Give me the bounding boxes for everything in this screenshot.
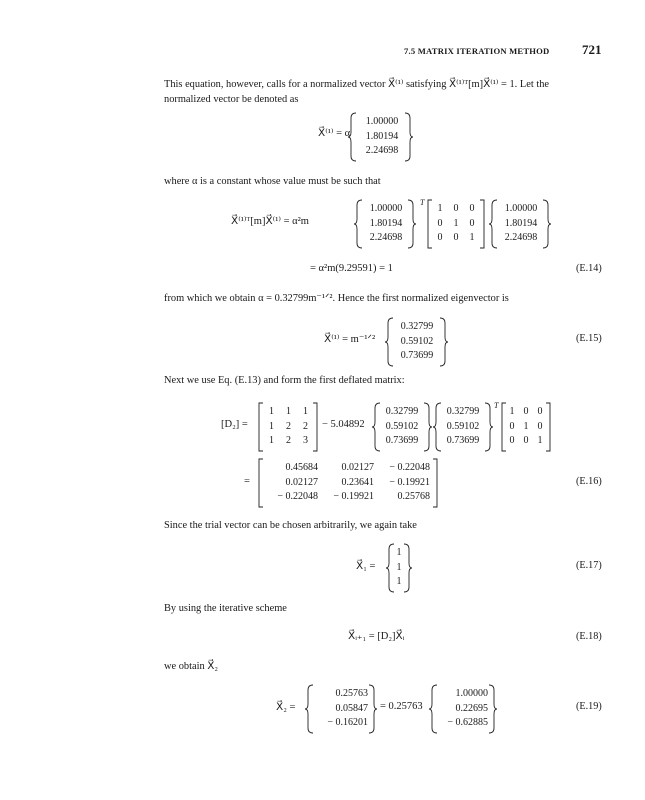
vector-entry: − 0.16201 [327,717,368,729]
equation-e16-lhs: [D₂] = [221,419,248,430]
right-brace [440,317,450,367]
right-brace [408,199,418,249]
equation-number-e15: (E.15) [576,333,602,344]
matrix-cell: − 0.22048 [277,491,318,503]
equation-e15-lhs: X⃗⁽¹⁾ = m⁻¹ᐟ² [324,334,376,345]
matrix-cell: 0 [469,203,475,214]
vector-entry: 2.24698 [504,232,538,244]
vector-entry: 2.24698 [369,232,403,244]
matrix-cell: 1 [523,420,529,432]
matrix-cell: 1 [269,435,274,447]
equation-alpha-vector [360,115,404,159]
vector-entry: 1.00000 [455,688,488,699]
running-header-section: 7.5 MATRIX ITERATION METHOD [404,46,550,56]
vector-entry: 0.59102 [400,335,434,347]
matrix-cell: − 0.19921 [389,476,430,488]
matrix-cell: − 0.22048 [389,462,430,473]
matrix-cell: 1 [537,435,543,447]
matrix-cell: 1 [269,406,274,417]
right-brace [405,112,415,162]
vector-entry: 0.05847 [335,702,368,714]
eigenvector-1 [395,320,439,364]
matrix-cell: 0.02127 [341,462,374,473]
vector-entry: 0.32799 [446,406,480,417]
right-brace [489,684,499,734]
matrix-cell: 0 [537,420,543,432]
vector-entry: 1 [396,547,402,558]
normalized-iteration-vector [436,687,488,731]
trial-vector [394,546,404,590]
right-brace [369,684,379,734]
stiffness-matrix [263,405,314,449]
vector-entry: 1.00000 [365,116,399,127]
vector-entry: 0.59102 [385,420,419,432]
equation-number-e19: (E.19) [576,701,602,712]
matrix-cell: 1 [286,406,291,417]
right-brace [543,199,553,249]
matrix-cell: 3 [303,435,308,447]
vector-entry: 1.00000 [504,203,538,214]
vector-entry: 1.80194 [504,217,538,229]
deflated-matrix [262,461,430,505]
paragraph-3: from which we obtain α = 0.32799m⁻¹ᐟ². Hence the first normalized eigenvector is [164,293,509,304]
matrix-cell: 0 [523,406,529,417]
vector-entry: 0.25763 [335,688,368,699]
identity-matrix [505,405,547,449]
equation-e17-lhs: X⃗₁ = [356,561,376,572]
left-brace [348,112,358,162]
equation-e14: = α²m(9.29591) = 1 [310,263,393,274]
matrix-cell: 0 [437,232,443,244]
paragraph-5: Since the trial vector can be chosen arbitrarily, we again take [164,520,417,531]
matrix-cell: 0 [453,232,459,244]
matrix-cell: 1 [269,420,274,432]
deflation-vector-2 [441,405,485,449]
vector-entry: 0.73699 [446,435,480,447]
transpose-superscript: T [420,198,425,207]
paragraph-6: By using the iterative scheme [164,603,287,614]
matrix-cell: 0 [437,217,443,229]
matrix-cell: 1 [469,232,475,244]
vector-entry: 1.80194 [365,130,399,142]
deflation-vector-1 [380,405,424,449]
matrix-cell: 0 [509,420,515,432]
vector-entry: 1 [396,576,402,588]
paragraph-4: Next we use Eq. (E.13) and form the first deflated matrix: [164,375,405,386]
matrix-cell: − 0.19921 [333,491,374,503]
vector-entry: − 0.62885 [447,717,488,729]
matrix-cell: 1 [303,406,308,417]
normalization-vector-right [499,202,543,246]
equation-number-e18: (E.18) [576,631,602,642]
identity-matrix [432,202,480,246]
matrix-cell: 0 [469,217,475,229]
equation-e19-scale: = 0.25763 [380,701,423,712]
matrix-cell: 1 [453,217,459,229]
deflation-coefficient: − 5.04892 [322,419,365,430]
vector-entry: 0.32799 [400,321,434,332]
matrix-cell: 0.02127 [285,476,318,488]
equals-sign: = [244,476,250,487]
matrix-cell: 2 [286,435,291,447]
matrix-cell: 0.23641 [341,476,374,488]
vector-entry: 2.24698 [365,145,399,157]
equation-number-e14: (E.14) [576,263,602,274]
left-brace [354,199,364,249]
equation-alpha-lhs: X⃗⁽¹⁾ = α [318,128,351,139]
vector-entry: 0.59102 [446,420,480,432]
vector-entry: 0.73699 [400,350,434,362]
vector-entry: 0.73699 [385,435,419,447]
equation-number-e17: (E.17) [576,560,602,571]
matrix-cell: 0 [537,406,543,417]
transpose-superscript: T [494,401,499,410]
paragraph-1-line-2: normalized vector be denoted as [164,94,299,105]
paragraph-1-line-1: This equation, however, calls for a normalized vector X⃗⁽¹⁾ satisfying X⃗⁽¹⁾ᵀ[m]X⃗⁽¹⁾ = 1. Let the [164,79,550,90]
paragraph-7: we obtain X⃗₂ [164,661,219,672]
matrix-cell: 2 [286,420,291,432]
left-brace [489,199,499,249]
matrix-cell: 1 [437,203,443,214]
page-number: 721 [582,42,602,57]
right-brace [404,543,414,593]
matrix-cell: 2 [303,420,308,432]
equation-e19-lhs: X⃗₂ = [276,702,296,713]
normalization-vector-left [364,202,408,246]
matrix-cell: 0 [523,435,529,447]
vector-entry: 1.00000 [369,203,403,214]
equation-number-e16: (E.16) [576,476,602,487]
iteration-vector [312,687,368,731]
matrix-cell: 1 [509,406,515,417]
vector-entry: 1 [396,561,402,573]
vector-entry: 0.22695 [455,702,488,714]
matrix-cell: 0.25768 [397,491,430,503]
matrix-cell: 0 [509,435,515,447]
matrix-cell: 0.45684 [285,462,318,473]
paragraph-2: where α is a constant whose value must be such that [164,176,381,187]
left-brace [385,317,395,367]
vector-entry: 1.80194 [369,217,403,229]
vector-entry: 0.32799 [385,406,419,417]
equation-normalization-lhs: X⃗⁽¹⁾ᵀ[m]X⃗⁽¹⁾ = α²m [231,216,309,227]
matrix-cell: 0 [453,203,459,214]
equation-e18: X⃗ᵢ₊₁ = [D₂]X⃗ᵢ [348,631,405,642]
paragraph-1 [164,77,604,107]
